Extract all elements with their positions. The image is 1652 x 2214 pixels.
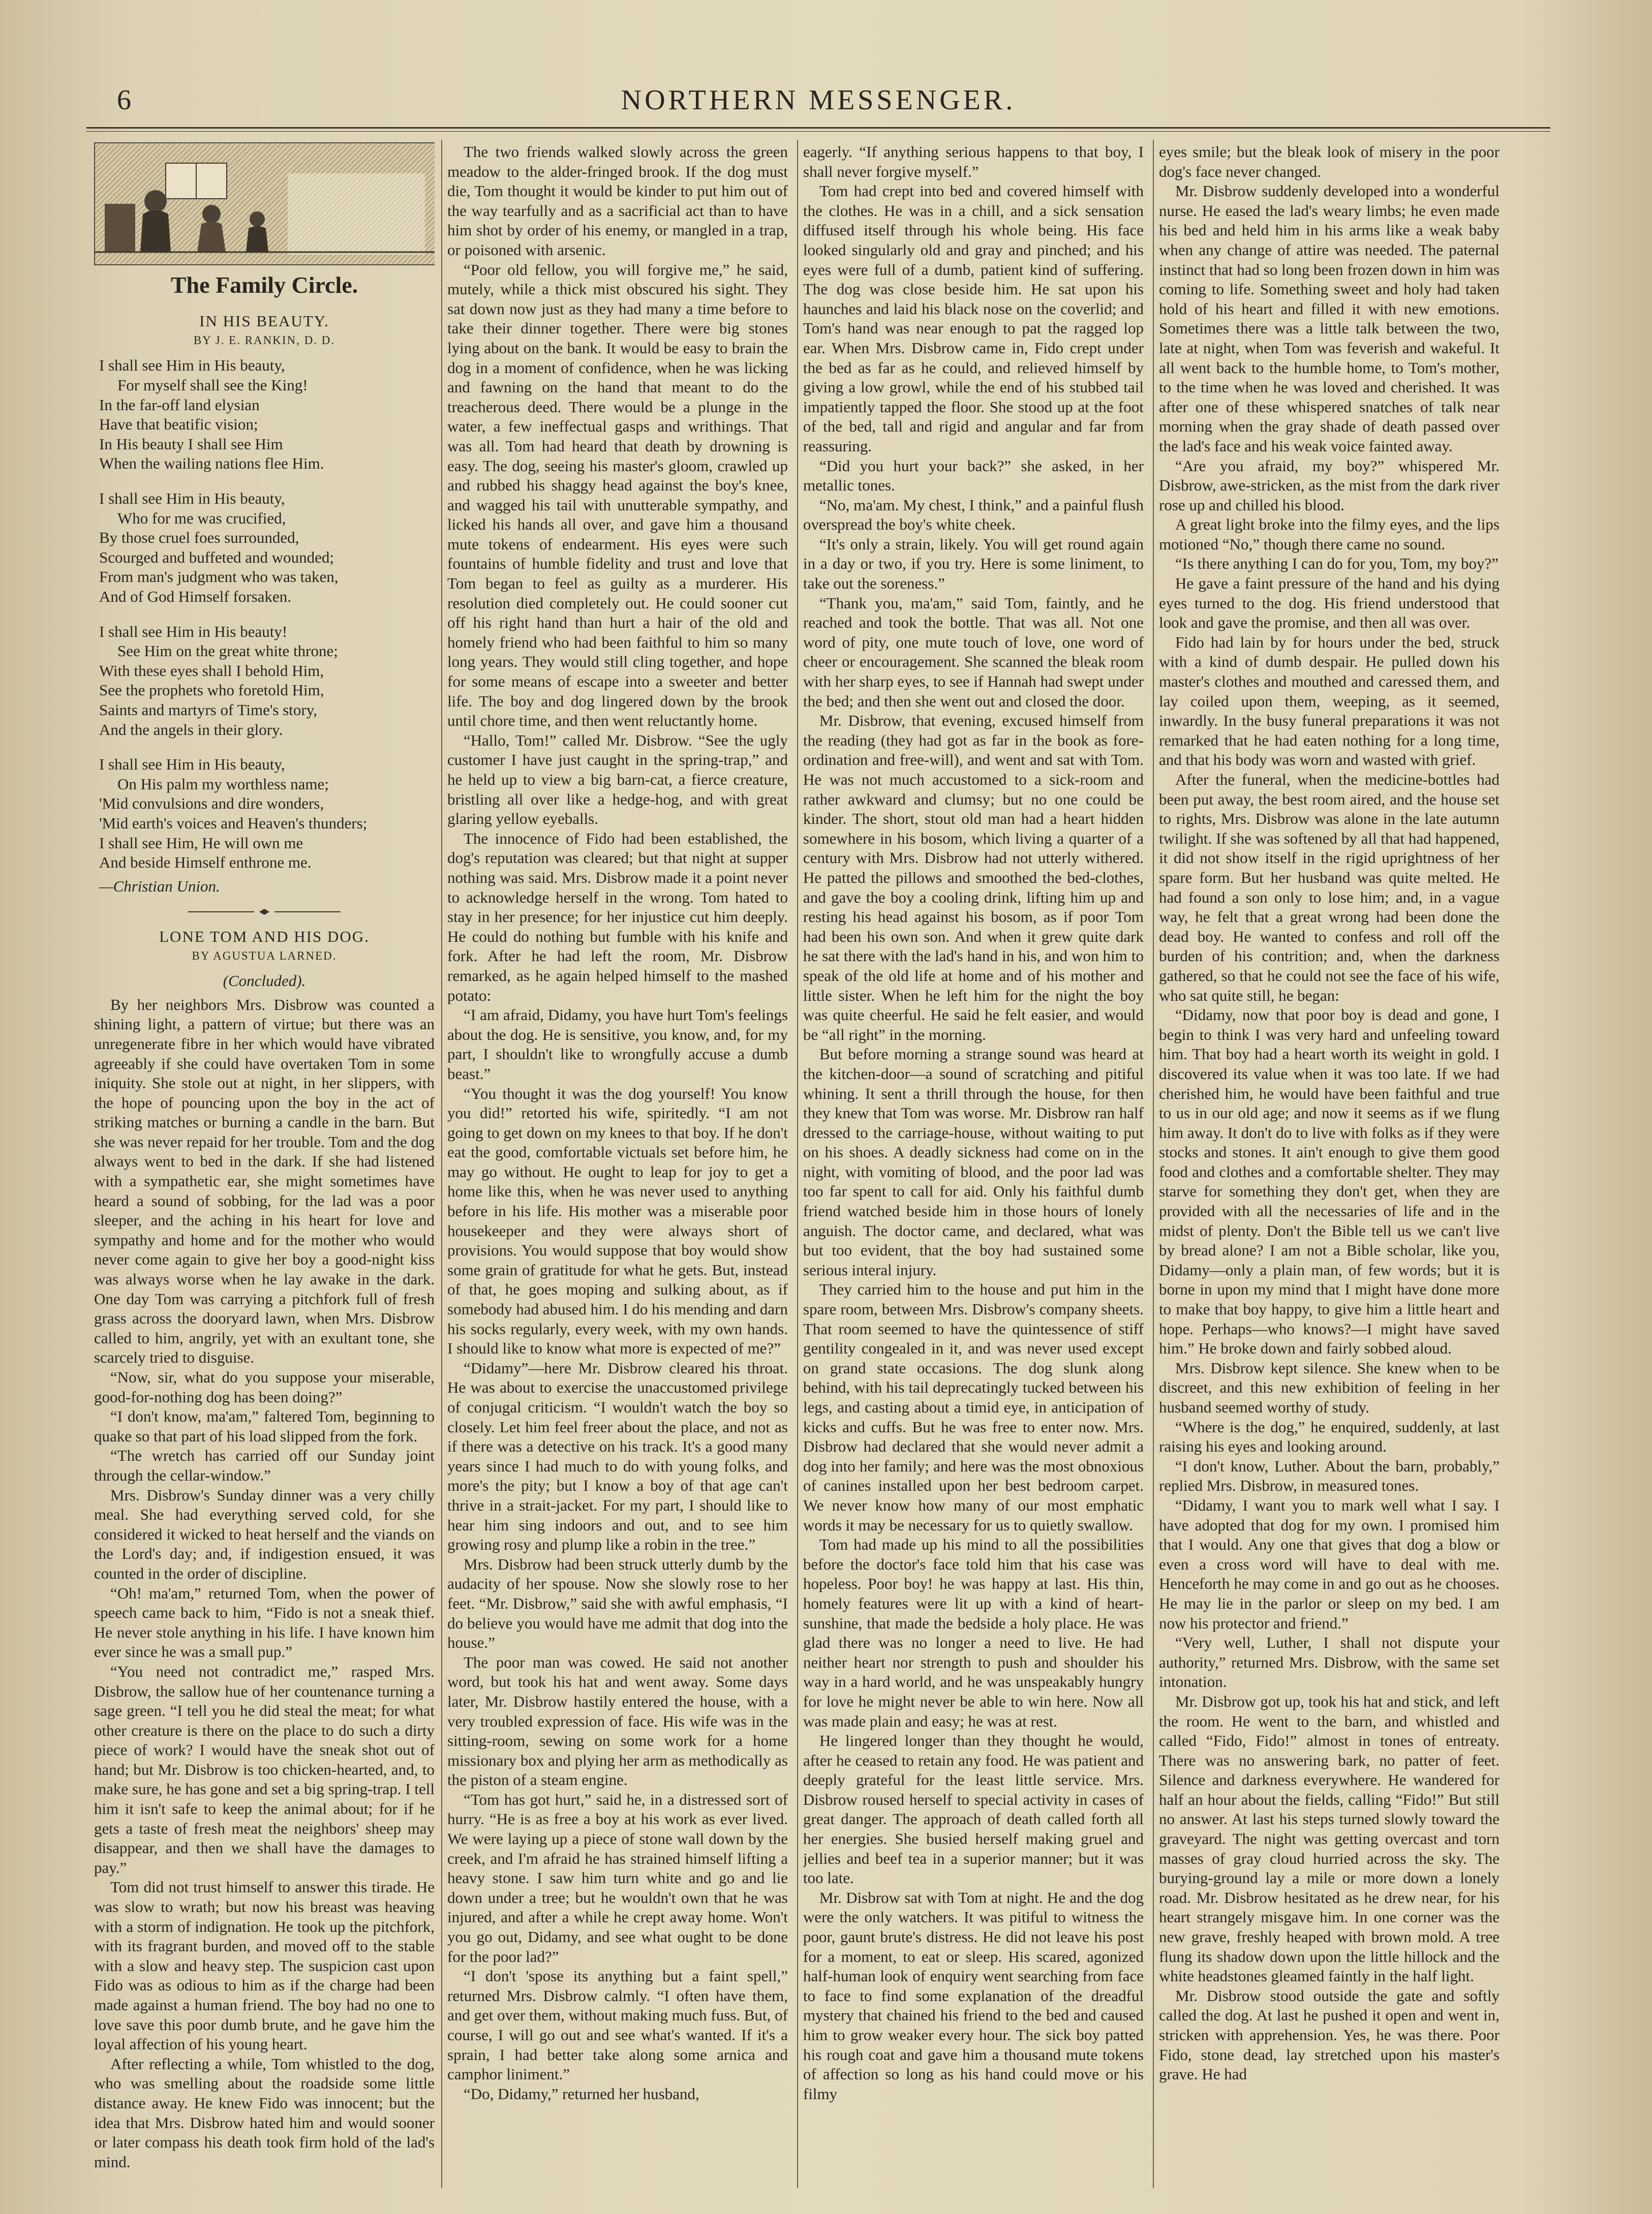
poem-line: In the far-off land elysian — [99, 395, 260, 414]
story-paragraph: The poor man was cowed. He said not another word, but took his hat and went away. Some days later, Mr. Disbrow hastily entered the house, with a very troubled expression of face. His wife was in the sitting-room, sewing on some work for a home missionary box and plying her arm as methodically as the piston of a steam engine. — [447, 1653, 788, 1789]
story-paragraph: “The wretch has carried off our Sunday joint through the cellar-window.” — [94, 1447, 435, 1484]
story-paragraph: Mr. Disbrow, that evening, excused himself from the reading (they had got as far in the book as fore-ordination and free-will), and went and sat with Tom. He was not much accustomed to a sick-room and rather awkward and clumsy; but no one could be kinder. The short, stout old man had a heart hidden somewhere in his bosom, which living a quarter of a century with Mrs. Disbrow had not utterly withered. He patted the pillows and smoothed the bed-clothes, and gave the boy a cooling drink, lifting him up and resting his head against his bosom, as if poor Tom had been his own son. And when it grew quite dark he sat there with the lad's hand in his, and won him to speak of the old life at home and of his mother and little sister. When he left him for the night the boy was quite cheerful. He said he felt easier, and would be “all right” in the morning. — [803, 712, 1144, 1043]
story-paragraph: “Do, Didamy,” returned her husband, — [464, 2084, 699, 2103]
story-paragraph: “Thank you, ma'am,” said Tom, faintly, and he reached and took the bottle. That was all. Not one word of pity, one mute touch of love, one word of cheer or encouragement. She scanned the bleak room with her sharp eyes, to see if Hannah had swept under the bed; and then she went out and closed the door. — [803, 594, 1144, 710]
page-number: 6 — [117, 84, 131, 116]
poem-line: 'Mid convulsions and dire wonders, — [99, 794, 324, 813]
story-paragraph: Tom did not trust himself to answer this tirade. He was slow to wrath; but now his breast was heaving with a storm of indignation. He took up the pitchfork, with its fragrant burden, and moved off to the stable with a slow and heavy step. The suspicion cast upon Fido was as odious to him as if the charge had been made against a human friend. The boy had no one to love save this poor dumb brute, and he gave him the loyal affection of his young heart. — [94, 1878, 435, 2053]
poem-line: Saints and martyrs of Time's story, — [99, 700, 317, 719]
story-paragraph: “Poor old fellow, you will forgive me,” he said, mutely, while a thick mist obscured his sight. They sat down now just as they had many a time before to take their dinner together. There were big stones lying about on the bank. It would be easy to brain the dog in a moment of confidence, when he was licking and fawning on the hand that meant to do the treacherous deed. There would be a plunge in the water, a few ineffectual gasps and writhings. That was all. Tom had heard that death by drowning is easy. The dog, seeing his master's gloom, crawled up and rubbed his shaggy head against the boy's knee, and wagged his tail with unutterable sympathy, and licked his hands all over, and gave him a thousand mute tokens of endearment. His eyes were such fountains of humble fidelity and trust and love that Tom began to feel as guilty as a murderer. His resolution died completely out. He could sooner cut off his right hand than hurt a hair of the old and homely friend who had been faithful to him so many long years. They would still cling together, and hope for some means of escape into a sweeter and better life. The boy and dog lingered down by the brook until chore time, and then went reluctantly home. — [447, 260, 788, 730]
story-paragraph: Mr. Disbrow sat with Tom at night. He and the dog were the only watchers. It was pitiful to witness the poor, gaunt brute's distress. He did not leave his post for a moment, to eat or sleep. His scared, agonized half-human look of enquiry went searching from face to face to find some explanation of the dreadful mystery that chained his friend to the bed and caused him to grow weaker every hour. The sick boy patted his rough coat and gave him a thousand mute tokens of affection so long as his hand could move or his filmy — [803, 1888, 1144, 2103]
story-paragraph: Tom had made up his mind to all the possibilities before the doctor's face told him that his case was hopeless. Poor boy! he was happy at last. His thin, homely features were lit up with a kind of heart-sunshine, that made the bedside a holy place. He was glad there was no longer a need to live. He had neither heart nor strength to push and shoulder his way in a hard world, and he was unspeakably hungry for love he might never be able to win here. Now all was made plain and easy; he was at rest. — [803, 1535, 1144, 1730]
story-paragraph: The innocence of Fido had been established, the dog's reputation was cleared; but that night at supper nothing was said. Mrs. Disbrow made it a point never to acknowledge herself in the wrong. Tom hated to stay in her presence; for her injustice cut him deeply. He could do nothing but fumble with his knife and fork. After he had left the room, Mr. Disbrow remarked, as he again helped himself to the mashed potato: — [447, 829, 788, 1004]
story-paragraph: “Are you afraid, my boy?” whispered Mr. Disbrow, awe-stricken, as the mist from the dark river rose up and chilled his blood. — [1159, 456, 1500, 514]
story-paragraph: Fido had lain by for hours under the bed, struck with a kind of dumb despair. He pulled down his master's clothes and mouthed and caressed them, and lay coiled upon them, weeping, as it seemed, inwardly. In the busy funeral preparations it was not remarked that he had eaten nothing for a long time, and that his body was worn and wasted with grief. — [1159, 633, 1500, 769]
story-paragraph: He lingered longer than they thought he would, after he ceased to retain any food. He was patient and deeply grateful for the least little service. Mrs. Disbrow roused herself to special activity in cases of great danger. The approach of death called forth all her energies. She busied herself making gruel and jellies and beef tea in a superior manner; but it was too late. — [803, 1732, 1144, 1887]
story-paragraph: “It's only a strain, likely. You will get round again in a day or two, if you try. Here is some liniment, to take out the soreness.” — [803, 535, 1144, 593]
column-divider — [1153, 140, 1154, 2188]
column-divider — [797, 140, 798, 2188]
story-paragraph: “Where is the dog,” he enquired, suddenly, at last raising his eyes and looking around. — [1159, 1418, 1500, 1456]
poem-line: For myself shall see the King! — [117, 376, 308, 394]
story-paragraph: eagerly. “If anything serious happens to that boy, I shall never forgive myself.” — [803, 143, 1144, 180]
section-title: The Family Circle. — [170, 272, 358, 298]
masthead: NORTHERN MESSENGER. — [621, 84, 1016, 116]
story-paragraph: By her neighbors Mrs. Disbrow was counted a shining light, a pattern of virtue; but there was an unregenerate fibre in her which would have vibrated agreeably if she could have overtaken Tom in some iniquity. She stole out at night, in her slippers, with the hope of pouncing upon the boy in the act of striking matches or burning a candle in the barn. But she was never repaid for her trouble. Tom and the dog always went to bed in the dark. If she had listened with a sympathetic ear, she might sometimes have heard a sound of sobbing, for the lad was a poor sleeper, and the aching in his heart for love and sympathy and home and for the mother who would never come again to give her boy a good-night kiss was always worse when he lay awake in the dark. One day Tom was carrying a pitchfork full of fresh grass across the dooryard lawn, when Mrs. Disbrow called to him, angrily, yet with an exultant tone, she scarcely tried to disguise. — [94, 995, 435, 1367]
family-scene-engraving — [95, 143, 435, 265]
poem-title: IN HIS BEAUTY. — [199, 312, 329, 330]
story-paragraph: “Very well, Luther, I shall not dispute your authority,” returned Mrs. Disbrow, with the same set intonation. — [1159, 1634, 1500, 1691]
story-concluded-note: (Concluded). — [223, 972, 306, 990]
header-rule — [86, 127, 1550, 129]
story-paragraph: He gave a faint pressure of the hand and his dying eyes turned to the dog. His friend understood that look and gave the promise, and then all was over. — [1159, 574, 1500, 632]
story-paragraph: “Didamy, I want you to mark well what I say. I have adopted that dog for my own. I promised him that I would. Any one that gives that dog a blow or even a cross word will have to deal with me. Henceforth he may come in and go out as he chooses. He may lie in the parlor or sleep on my bed. I am now his protector and friend.” — [1159, 1496, 1500, 1632]
poem-line: 'Mid earth's voices and Heaven's thunders; — [99, 814, 368, 832]
poem-line: When the wailing nations flee Him. — [99, 454, 324, 473]
story-paragraph: “Did you hurt your back?” she asked, in her metallic tones. — [803, 456, 1144, 495]
column-2 — [447, 142, 788, 2186]
story-paragraph: “Is there anything I can do for you, Tom, my boy?” — [1175, 555, 1499, 573]
poem-body — [99, 356, 435, 896]
poem-line: From man's judgment who was taken, — [99, 568, 339, 586]
ornamental-divider — [94, 901, 435, 921]
poem-stanza — [99, 489, 435, 607]
story-paragraph: “You need not contradict me,” rasped Mrs. Disbrow, the sallow hue of her countenance turning a sage green. “I tell you he did steal the meat; for what other creature is there on the place to do such a dirty piece of work? I would have the sneak shot out of hand; but Mr. Disbrow is too chicken-hearted, and, to make sure, he has gone and set a big spring-trap. I tell him it isn't safe to keep the animal about; for if he gets a taste of fresh meat the neighbors' sheep may disappear, and then we shall have the damages to pay.” — [94, 1662, 435, 1877]
poem-stanza — [99, 755, 435, 873]
poem-line: I shall see Him, He will own me — [99, 834, 303, 852]
story-byline: BY AGUSTUA LARNED. — [192, 949, 337, 962]
story-paragraph: “You thought it was the dog yourself! You know you did!” retorted his wife, spiritedly. “I am not going to get down on my knees to that boy. If he don't eat the good, comfortable victuals set before him, he may go without. He ought to leap for joy to get a home like this, when he was never used to anything before in his life. His mother was a miserable poor housekeeper and they were always short of provisions. You would suppose that boy would show some grain of gratitude for what he gets. But, instead of that, he goes moping and sulking about, as if somebody had abused him. I do his mending and darn his socks regularly, every week, with my own hands. I should like to know what more is expected of me?” — [447, 1084, 788, 1358]
poem-line: I shall see Him in His beauty, — [99, 755, 285, 774]
header-rule-thin — [86, 131, 1550, 132]
poem-line: I shall see Him in His beauty, — [99, 356, 285, 375]
poem-line: See the prophets who foretold Him, — [99, 681, 324, 699]
story-paragraph: “I don't know, ma'am,” faltered Tom, beginning to quake so that part of his load slipped from the fork. — [94, 1407, 435, 1445]
story-paragraph: “Hallo, Tom!” called Mr. Disbrow. “See the ugly customer I have just caught in the spring-trap,” and he held up to view a big barn-cat, a fierce creature, bristling all over like a hedge-hog, and with great glaring yellow eyeballs. — [447, 731, 788, 828]
story-paragraph: A great light broke into the filmy eyes, and the lips motioned “No,” though there came no sound. — [1159, 515, 1500, 553]
story-paragraph: Mrs. Disbrow had been struck utterly dumb by the audacity of her spouse. Now she slowly rose to her feet. “Mr. Disbrow,” said she with awful emphasis, “I do believe you would have me admit that dog into the house.” — [447, 1555, 788, 1652]
story-paragraph: “Tom has got hurt,” said he, in a distressed sort of hurry. “He is as free a boy at his work as ever lived. We were laying up a piece of stone wall down by the creek, and I'm afraid he has strained himself lifting a heavy stone. I saw him turn white and go and lie down under a tree; but he wouldn't own that he was injured, and after a while he crept away home. Won't you go out, Didamy, and see what ought to be done for the poor lad?” — [447, 1790, 788, 1965]
poem-line: By those cruel foes surrounded, — [99, 529, 299, 547]
column-1 — [94, 142, 435, 2186]
story-paragraph: But before morning a strange sound was heard at the kitchen-door—a sound of scratching and pitiful whining. It sent a thrill through the house, for then they knew that Tom was worse. Mr. Disbrow ran half dressed to the carriage-house, without waiting to put on his shoes. A deadly sickness had come on in the night, with vomiting of blood, and the poor lad was too far spent to call for aid. Only his faithful dumb friend watched beside him in those hours of lonely anguish. The doctor came, and declared, what was but too evident, that the boy had sustained some serious interal injury. — [803, 1045, 1144, 1279]
poem-line: Have that beatific vision; — [99, 415, 258, 434]
column-4 — [1159, 142, 1500, 2186]
story-paragraph: “I don't know, Luther. About the barn, probably,” replied Mrs. Disbrow, in measured tones. — [1159, 1457, 1500, 1495]
story-paragraph: After the funeral, when the medicine-bottles had been put away, the best room aired, and the house set to rights, Mrs. Disbrow was alone in the late autumn twilight. If she was softened by all that had happened, it did not show itself in the rigid uprightness of her spare form. But her husband was quite melted. He had found a son only to lose him; and, in a vague way, he felt that a great wrong had been done the dead boy. He wanted to confess and roll off the burden of his contrition; and, when the darkness gathered, so that he could not see the face of his wife, who sat quite still, he began: — [1159, 771, 1500, 1004]
story-paragraph: eyes smile; but the bleak look of misery in the poor dog's face never changed. — [1159, 143, 1500, 180]
poem-line: And of God Himself forsaken. — [99, 588, 291, 606]
story-paragraph: “I am afraid, Didamy, you have hurt Tom's feelings about the dog. He is sensitive, you know, and, for my part, I shouldn't like to wrongfully accuse a dumb beast.” — [447, 1006, 788, 1083]
story-paragraph: “Didamy, now that poor boy is dead and gone, I begin to think I was very hard and unfeeling toward him. That boy had a heart worth its weight in gold. I discovered its value when it was too late. If we had cherished him, he would have been faithful and true to us in our old age; and now it seems as if we flung him away. It don't do to live with folks as if they were stocks and stones. It ain't enough to give them good food and clothes and a comfortable shelter. They may starve for something they don't get, when they are provided with all the necessaries of life and in the midst of plenty. Don't the Bible tell us we can't live by bread alone? I am not a Bible scholar, like you, Didamy—only a plain man, of few words; but it is borne in upon my mind that I might have done more to make that boy happy, to give him a little heart and hope. Perhaps—who knows?—I might have saved him.” He broke down and fairly sobbed aloud. — [1159, 1006, 1500, 1358]
poem-line: I shall see Him in His beauty! — [99, 622, 288, 640]
story-paragraph: The two friends walked slowly across the green meadow to the alder-fringed brook. If the dog must die, Tom thought it would be kinder to put him out of the way tearfully and as a sacrificial act than to have him shot by order of his enemy, or mangled in a trap, or poisoned with arsenic. — [447, 143, 788, 259]
story-paragraph: “No, ma'am. My chest, I think,” and a painful flush overspread the boy's white cheek. — [803, 496, 1144, 534]
story-title: LONE TOM AND HIS DOG. — [159, 927, 370, 945]
column-divider — [441, 140, 442, 2188]
page-header — [86, 84, 1550, 125]
divider-ornament — [188, 908, 341, 916]
story-paragraph: After reflecting a while, Tom whistled to the dog, who was smelling about the roadside some little distance away. He knew Fido was innocent; but the idea that Mrs. Disbrow hated him and would sooner or later compass his death took firm hold of the lad's mind. — [94, 2054, 435, 2171]
poem-line: On His palm my worthless name; — [117, 775, 329, 793]
poem-line: Who for me was crucified, — [117, 509, 286, 527]
story-paragraph: They carried him to the house and put him in the spare room, between Mrs. Disbrow's company sheets. That room seemed to have the quintessence of stiff gentility congealed in it, and was never used except on grand state occasions. The dog slunk along behind, with his tail deprecatingly tucked between his legs, and casting about a timid eye, in anticipation of kicks and cuffs. But he was free to enter now. Mrs. Disbrow had declared that she would never admit a dog into her family; and here was the most obnoxious of canines installed upon her best bedroom carpet. We never know how many of our most emphatic words it may be necessary for us to quietly swallow. — [803, 1280, 1144, 1534]
story-paragraph: Mrs. Disbrow's Sunday dinner was a very chilly meal. She had everything served cold, for she considered it wicked to heat herself and the viands on the Lord's day; and, if indigestion ensued, it was counted in the order of discipline. — [94, 1486, 435, 1582]
story-paragraph: “I don't 'spose its anything but a faint spell,” returned Mrs. Disbrow calmly. “I often have them, and get over them, without making much fuss. But, of course, I will go out and see what's wanted. If it's a sprain, I had better take along some arnica and camphor liniment.” — [447, 1967, 788, 2083]
poem-stanza — [99, 356, 435, 474]
poem-line: With these eyes shall I behold Him, — [99, 661, 324, 680]
story-paragraph: “Didamy”—here Mr. Disbrow cleared his throat. He was about to exercise the unaccustomed privilege of conjugal criticism. “I wouldn't watch the boy so closely. Let him feel freer about the place, and not as if there was a detective on his track. It's a good many years since I had much to do with young folks, and more's the pity; but I know a boy of that age can't thrive in a strait-jacket. For my part, I should like to hear him sing indoors and out, and to see him growing rosy and plump like a robin in the tree.” — [447, 1359, 788, 1554]
story-paragraph: Tom had crept into bed and covered himself with the clothes. He was in a chill, and a sick sensation diffused itself through his whole being. His face looked singularly old and gray and pinched; and his eyes were full of a dumb, patient kind of suffering. The dog was close beside him. He sat upon his haunches and laid his black nose on the coverlid; and Tom's hand was near enough to pat the ragged lop ear. When Mrs. Disbrow came in, Fido crept under the bed as far as he could, and relieved himself by giving a low growl, while the end of his stubbed tail impatiently tapped the floor. She stood up at the foot of the bed, tall and rigid and angular and far from reassuring. — [803, 182, 1144, 455]
poem-line: And beside Himself enthrone me. — [99, 853, 312, 872]
poem-line: And the angels in their glory. — [99, 720, 283, 739]
column-3 — [803, 142, 1144, 2186]
poem-line: See Him on the great white throne; — [117, 642, 338, 660]
story-paragraph: “Now, sir, what do you suppose your miserable, good-for-nothing dog has been doing?” — [94, 1368, 435, 1406]
family-circle-illustration — [94, 142, 435, 265]
story-paragraph: Mr. Disbrow got up, took his hat and stick, and left the room. He went to the barn, and whistled and called “Fido, Fido!” almost in tones of entreaty. There was no answering bark, no patter of feet. Silence and darkness everywhere. He wandered for half an hour about the fields, calling “Fido!” But still no answer. At last his steps turned slowly toward the graveyard. The night was getting overcast and torn masses of gray cloud hurried across the sky. The burying-ground lay a mile or more down a lonely road. Mr. Disbrow hesitated as he drew near, for his heart strangely misgave him. In one corner was the new grave, freshly heaped with brown mold. A tree flung its shadow down upon the little hillock and the white headstones gleamed faintly in the half light. — [1159, 1692, 1500, 1985]
story-paragraph: Mr. Disbrow stood outside the gate and softly called the dog. At last he pushed it open and went in, stricken with apprehension. Yes, he was there. Poor Fido, stone dead, lay stretched upon his master's grave. He had — [1159, 1986, 1500, 2083]
story-paragraph: Mr. Disbrow suddenly developed into a wonderful nurse. He eased the lad's weary limbs; he even made his bed and held him in his arms like a weak baby when any change of attire was needed. The paternal instinct that had so long been frozen down in him was coming to life. Something sweet and holy had taken hold of his heart and filled it with new emotions. Sometimes there was a little talk between the two, late at night, when Tom was feverish and wakeful. It all went back to the humble home, to Tom's mother, to the time when he was loved and cherished. It was after one of these whispered snatches of talk near morning when the gray shade of death passed over the lad's face and his weak voice fainted away. — [1159, 182, 1500, 455]
poem-source: —Christian Union. — [99, 877, 220, 895]
poem-line: I shall see Him in His beauty, — [99, 489, 285, 508]
story-paragraph: Mrs. Disbrow kept silence. She knew when to be discreet, and this new exhibition of feeling in her husband seemed worthy of study. — [1159, 1359, 1500, 1416]
poem-line: Scourged and buffeted and wounded; — [99, 548, 334, 566]
story-paragraph: “Oh! ma'am,” returned Tom, when the power of speech came back to him, “Fido is not a sneak thief. He never stole anything in his life. I have known him ever since he was a small pup.” — [94, 1584, 435, 1661]
poem-stanza — [99, 622, 435, 740]
poem-byline: BY J. E. RANKIN, D. D. — [193, 333, 335, 347]
poem-line: In His beauty I shall see Him — [99, 435, 283, 453]
